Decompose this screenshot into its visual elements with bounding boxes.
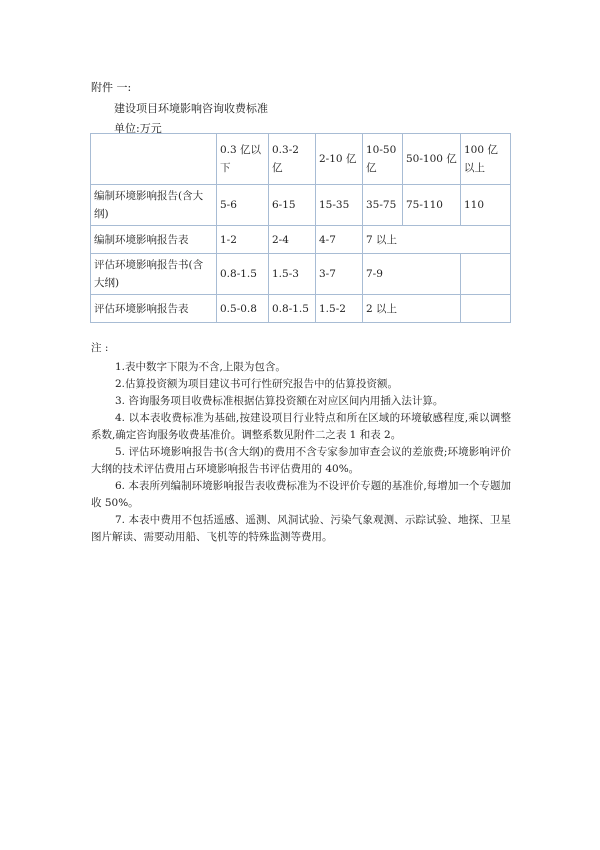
table-cell: 2 以上 <box>363 295 461 323</box>
table-cell: 1.5-3 <box>269 254 316 295</box>
row-label-cell: 编制环境影响报告表 <box>91 226 217 254</box>
note-item: 3. 咨询服务项目收费标准根据估算投资额在对应区间内用插入法计算。 <box>115 395 444 407</box>
table-cell: 2-4 <box>269 226 316 254</box>
note-item: 6. 本表所列编制环境影响报告表收费标准为不设评价专题的基准价,每增加一个专题加收 50%。 <box>91 480 511 509</box>
table-cell: 0.8-1.5 <box>217 254 269 295</box>
table-cell: 1.5-2 <box>316 295 363 323</box>
fee-table <box>90 133 511 323</box>
table-cell: 0.5-0.8 <box>217 295 269 323</box>
table-header-cell: 2-10 亿 <box>316 134 363 185</box>
note-item: 4. 以本表收费标准为基础,按建设项目行业特点和所在区域的环境敏感程度,乘以调整系数,确定咨询服务收费基准价。调整系数见附件二之表 1 和表 2。 <box>91 412 511 441</box>
note-item: 5. 评估环境影响报告书(含大纲)的费用不含专家参加审查会议的差旅费;环境影响评价大纲的技术评估费用占环境影响报告书评估费用的 40%。 <box>91 446 511 475</box>
table-header-cell: 0.3-2 亿 <box>269 134 316 185</box>
table-row <box>91 185 511 226</box>
table-row <box>91 226 511 254</box>
table-cell: 15-35 <box>316 185 363 226</box>
table-cell: 7-9 <box>363 254 461 295</box>
row-label-cell: 评估环境影响报告表 <box>91 295 217 323</box>
table-cell: 35-75 <box>363 185 403 226</box>
table-cell <box>461 254 511 295</box>
table-cell: 1-2 <box>217 226 269 254</box>
notes-section <box>91 340 511 546</box>
table-header-cell: 0.3 亿以下 <box>217 134 269 185</box>
row-label-cell: 编制环境影响报告(含大纲) <box>91 185 217 226</box>
table-cell: 75-110 <box>403 185 461 226</box>
table-cell: 4-7 <box>316 226 363 254</box>
table-cell: 5-6 <box>217 185 269 226</box>
annex-label: 附件 一: <box>91 81 132 94</box>
table-row <box>91 295 511 323</box>
table-cell: 6-15 <box>269 185 316 226</box>
table-header-cell: 10-50 亿 <box>363 134 403 185</box>
table-cell: 110 <box>461 185 511 226</box>
table-cell <box>461 295 511 323</box>
document-title: 建设项目环境影响咨询收费标准 <box>114 102 268 115</box>
table-header-cell: 100 亿以上 <box>461 134 511 185</box>
note-item: 1.表中数字下限为不含,上限为包含。 <box>115 361 286 373</box>
row-label-cell: 评估环境影响报告书(含大纲) <box>91 254 217 295</box>
table-cell: 3-7 <box>316 254 363 295</box>
note-item: 2.估算投资额为项目建议书可行性研究报告中的估算投资额。 <box>115 378 399 390</box>
unit-label: 单位:万元 <box>114 122 162 135</box>
table-cell: 7 以上 <box>363 226 511 254</box>
note-item: 7. 本表中费用不包括遥感、遥测、风洞试验、污染气象观测、示踪试验、地探、卫星图片解读、需要动用船、飞机等的特殊监测等费用。 <box>91 514 511 543</box>
table-row <box>91 254 511 295</box>
notes-heading: 注 : <box>91 342 109 354</box>
table-header-cell <box>91 134 217 185</box>
table-header-row <box>91 134 511 185</box>
table-header-cell: 50-100 亿 <box>403 134 461 185</box>
table-cell: 0.8-1.5 <box>269 295 316 323</box>
